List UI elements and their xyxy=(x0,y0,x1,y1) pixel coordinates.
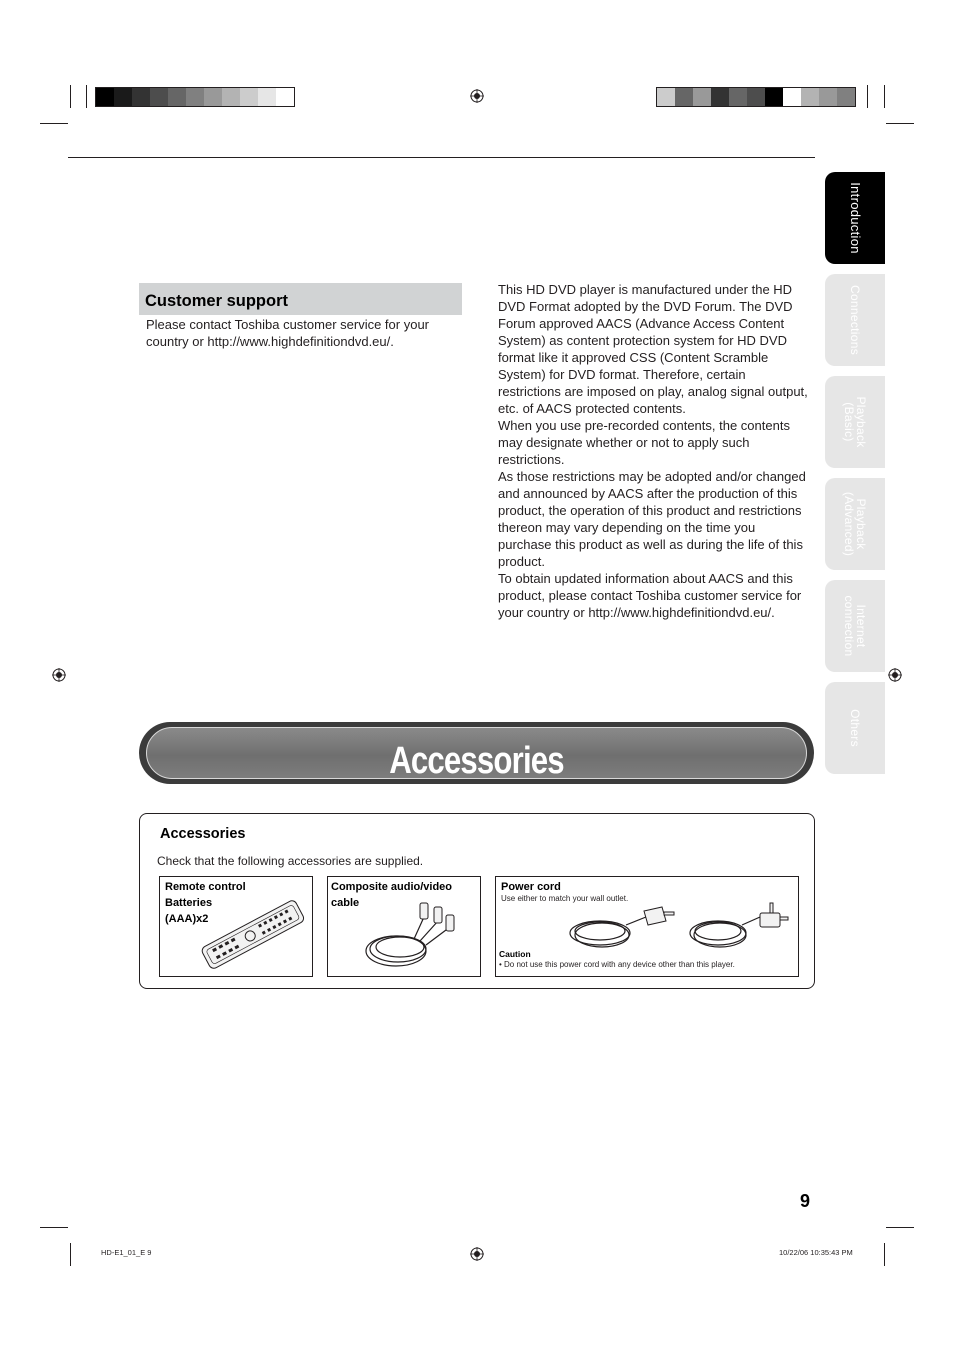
aacs-paragraph: As those restrictions may be adopted and/or changed and announced by AACS after the production of this product, the operation of this product and restrictions thereon may vary depending on the time you purchase this product as well as during the life of this product. xyxy=(498,469,806,569)
tab-introduction[interactable] xyxy=(825,172,885,264)
power-cord-note: Use either to match your wall outlet. xyxy=(501,894,629,903)
accessories-intro: Check that the following accessories are supplied. xyxy=(157,854,424,868)
tab-label: Connections xyxy=(848,284,862,355)
remote-control-label: Remote control xyxy=(165,881,246,893)
aacs-notice xyxy=(498,281,808,621)
caution-label: Caution xyxy=(499,949,531,959)
av-cable-icon xyxy=(362,895,462,975)
grayscale-swatch-left xyxy=(95,87,295,107)
av-cable-label-line2: cable xyxy=(331,897,360,909)
tab-label: Playback xyxy=(854,396,868,448)
power-cord-uk-icon xyxy=(686,899,796,951)
customer-support-text: Please contact Toshiba customer service for your country or http://www.highdefinitiondvd.eu/. xyxy=(146,317,430,349)
av-cable-item xyxy=(327,876,481,977)
remote-control-item xyxy=(159,876,313,977)
aacs-paragraph: To obtain updated information about AACS and this product, please contact Toshiba customer service for your country or http://www.highdefinitiondvd.eu/. xyxy=(498,571,802,620)
page-title: Accessories xyxy=(389,740,564,782)
tab-label: Introduction xyxy=(848,182,863,254)
remote-control-icon xyxy=(194,899,310,971)
tab-playback-basic[interactable] xyxy=(825,376,885,468)
caution-text: • Do not use this power cord with any device other than this player. xyxy=(499,960,735,969)
registration-mark-icon xyxy=(470,1247,484,1261)
power-cord-eu-icon xyxy=(566,899,686,951)
accessories-box xyxy=(139,813,815,989)
tab-others[interactable] xyxy=(825,682,885,774)
tab-label-secondary: (Basic) xyxy=(842,402,856,442)
batteries-label: Batteries xyxy=(165,897,213,909)
accessories-heading: Accessories xyxy=(160,826,246,842)
tab-internet-connection[interactable] xyxy=(825,580,885,672)
tab-label: Others xyxy=(848,709,862,747)
tab-label: Internet xyxy=(854,604,868,648)
page-number: 9 xyxy=(800,1191,811,1211)
section-title-banner xyxy=(139,722,814,784)
grayscale-swatch-right xyxy=(656,87,856,107)
tab-playback-advanced[interactable] xyxy=(825,478,885,570)
batteries-quantity-label: (AAA)x2 xyxy=(165,913,209,925)
tab-label-secondary: (Advanced) xyxy=(842,491,856,557)
header-rule xyxy=(68,157,815,158)
aacs-paragraph: This HD DVD player is manufactured under the HD DVD Format adopted by the DVD Forum. The DVD Forum approved AACS (Advance Access Content System) as content protection system for HD DVD format like it approved CSS (Content Scramble System) for DVD format. Therefore, certain restrictions are imposed on play, analog signal output, etc. of AACS protected contents. xyxy=(498,282,808,416)
footer-timestamp: 10/22/06 10:35:43 PM xyxy=(779,1248,853,1257)
customer-support-heading-bar xyxy=(139,283,462,315)
av-cable-label: Composite audio/video xyxy=(331,881,453,893)
tab-connections[interactable] xyxy=(825,274,885,366)
power-cord-label: Power cord xyxy=(501,881,561,893)
power-cord-item xyxy=(495,876,799,977)
tab-label-secondary: connection xyxy=(842,595,856,657)
aacs-paragraph: When you use pre-recorded contents, the contents may designate whether or not to apply such restrictions. xyxy=(498,418,790,467)
registration-mark-icon xyxy=(470,89,484,103)
footer-file-slug: HD-E1_01_E 9 xyxy=(101,1248,152,1257)
registration-mark-icon xyxy=(52,668,66,682)
tab-label: Playback xyxy=(854,498,868,550)
registration-mark-icon xyxy=(888,668,902,682)
customer-support-heading: Customer support xyxy=(145,292,289,310)
